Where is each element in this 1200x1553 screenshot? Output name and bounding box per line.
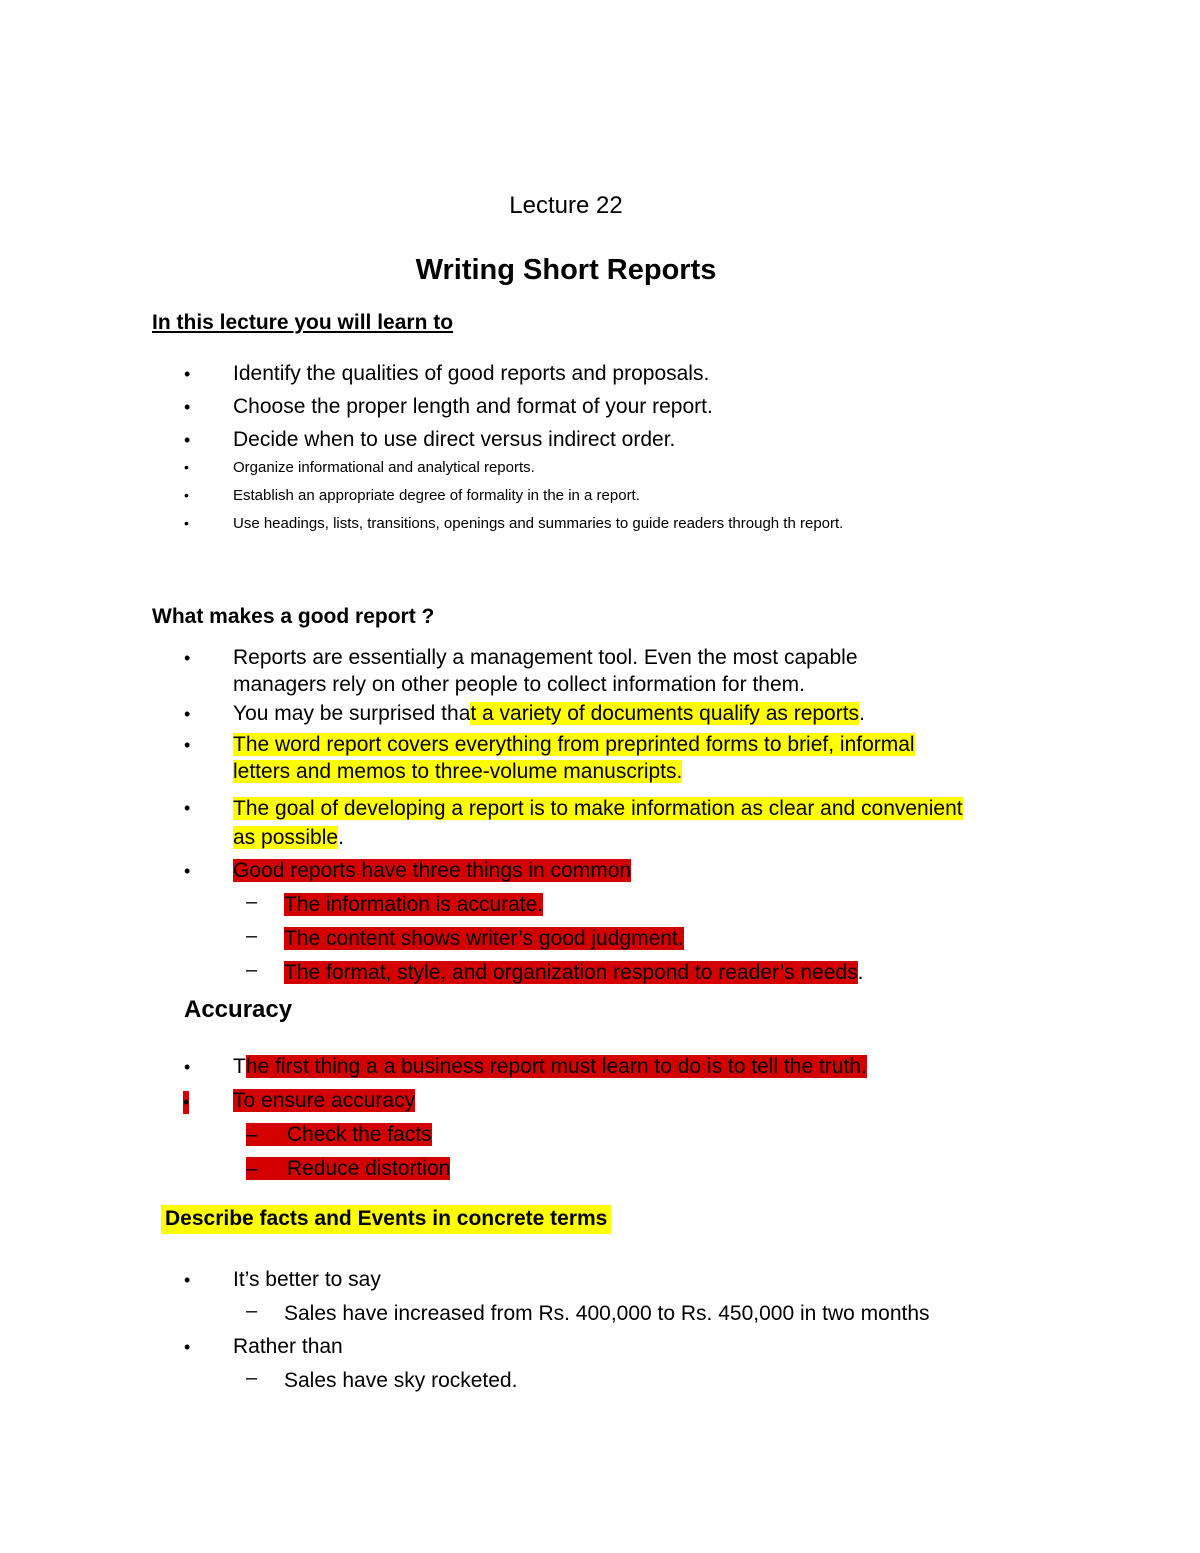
bullet-icon: • <box>184 397 191 417</box>
dash-icon: – <box>246 1157 258 1180</box>
highlighted-text: To ensure accuracy <box>233 1089 416 1112</box>
dash-icon: – <box>246 1123 258 1146</box>
bullet-icon: • <box>184 515 189 531</box>
highlighted-text: letters and memos to three-volume manuscripts. <box>233 760 683 783</box>
paragraph-item: Rather than <box>233 1335 343 1358</box>
bullet-icon: • <box>183 1091 189 1114</box>
highlighted-text <box>246 1157 450 1180</box>
dash-icon: – <box>246 1300 258 1322</box>
highlighted-text: as possible <box>233 826 339 849</box>
intro-item: Choose the proper length and format of your report. <box>233 395 713 418</box>
paragraph-item <box>233 794 963 852</box>
sub-item: Sales have increased from Rs. 400,000 to Rs. 450,000 in two months <box>284 1302 930 1325</box>
section-heading: What makes a good report ? <box>152 605 435 628</box>
intro-item: Decide when to use direct versus indirect order. <box>233 428 676 451</box>
paragraph-line: managers rely on other people to collect information for them. <box>233 673 805 696</box>
highlighted-text: he first thing a a business report must learn to do is to tell the truth. <box>245 1055 867 1078</box>
sub-item <box>284 925 684 952</box>
paragraph-item: It’s better to say <box>233 1268 381 1291</box>
highlighted-text: t a variety of documents qualify as reports <box>470 702 860 725</box>
paragraph-item <box>233 1087 415 1114</box>
bullet-icon: • <box>184 1057 191 1077</box>
highlighted-text: The format, style, and organization respond to reader’s needs <box>284 961 858 984</box>
bullet-icon: • <box>184 704 191 724</box>
intro-item: Establish an appropriate degree of formality in the in a report. <box>233 487 640 504</box>
highlighted-text: Good reports have three things in common <box>233 859 632 882</box>
sub-item <box>284 959 863 986</box>
sub-item <box>246 1155 450 1182</box>
paragraph-item <box>233 1053 867 1080</box>
text-run: You may be surprised tha <box>233 702 471 725</box>
sub-item <box>284 891 543 918</box>
page-title: Writing Short Reports <box>415 254 717 286</box>
highlighted-text: The goal of developing a report is to make information as clear and convenient <box>233 797 963 820</box>
sub-item <box>246 1121 432 1148</box>
bullet-icon: • <box>184 364 191 384</box>
text-run: . <box>338 826 344 849</box>
bullet-icon: • <box>184 1270 191 1290</box>
intro-item: Identify the qualities of good reports and proposals. <box>233 362 710 385</box>
describe-heading: Describe facts and Events in concrete terms <box>161 1205 611 1234</box>
paragraph-item <box>233 731 915 785</box>
paragraph-item <box>233 700 865 727</box>
highlighted-text: The information is accurate. <box>284 893 544 916</box>
intro-item: Use headings, lists, transitions, openings and summaries to guide readers through th report. <box>233 515 844 532</box>
text-run: T <box>233 1055 246 1078</box>
paragraph-item <box>233 644 858 698</box>
dash-icon: – <box>246 959 258 981</box>
intro-heading: In this lecture you will learn to <box>152 311 454 334</box>
text-run: . <box>857 961 864 984</box>
paragraph-item <box>233 857 631 884</box>
bullet-icon: • <box>184 861 191 881</box>
sub-item-text: Reduce distortion <box>286 1157 451 1180</box>
dash-icon: – <box>246 1367 258 1389</box>
highlighted-text: The content shows writer’s good judgment. <box>284 927 684 950</box>
highlighted-text: The word report covers everything from preprinted forms to brief, informal <box>233 733 915 756</box>
bullet-icon: • <box>184 798 191 818</box>
sub-item: Sales have sky rocketed. <box>284 1369 518 1392</box>
bullet-icon: • <box>184 459 189 475</box>
bullet-icon: • <box>184 487 189 503</box>
bullet-icon: • <box>184 1337 191 1357</box>
bullet-icon: • <box>184 648 191 668</box>
dash-icon: – <box>246 925 258 947</box>
bullet-icon: • <box>184 735 191 755</box>
bullet-icon: • <box>184 430 191 450</box>
lecture-number: Lecture 22 <box>509 192 623 219</box>
dash-icon: – <box>246 891 258 913</box>
text-run: . <box>859 702 865 725</box>
highlighted-text <box>246 1123 432 1146</box>
intro-item: Organize informational and analytical reports. <box>233 459 535 476</box>
accuracy-heading: Accuracy <box>184 996 293 1023</box>
paragraph-line: Reports are essentially a management tool. Even the most capable <box>233 646 858 669</box>
sub-item-text: Check the facts <box>286 1123 432 1146</box>
